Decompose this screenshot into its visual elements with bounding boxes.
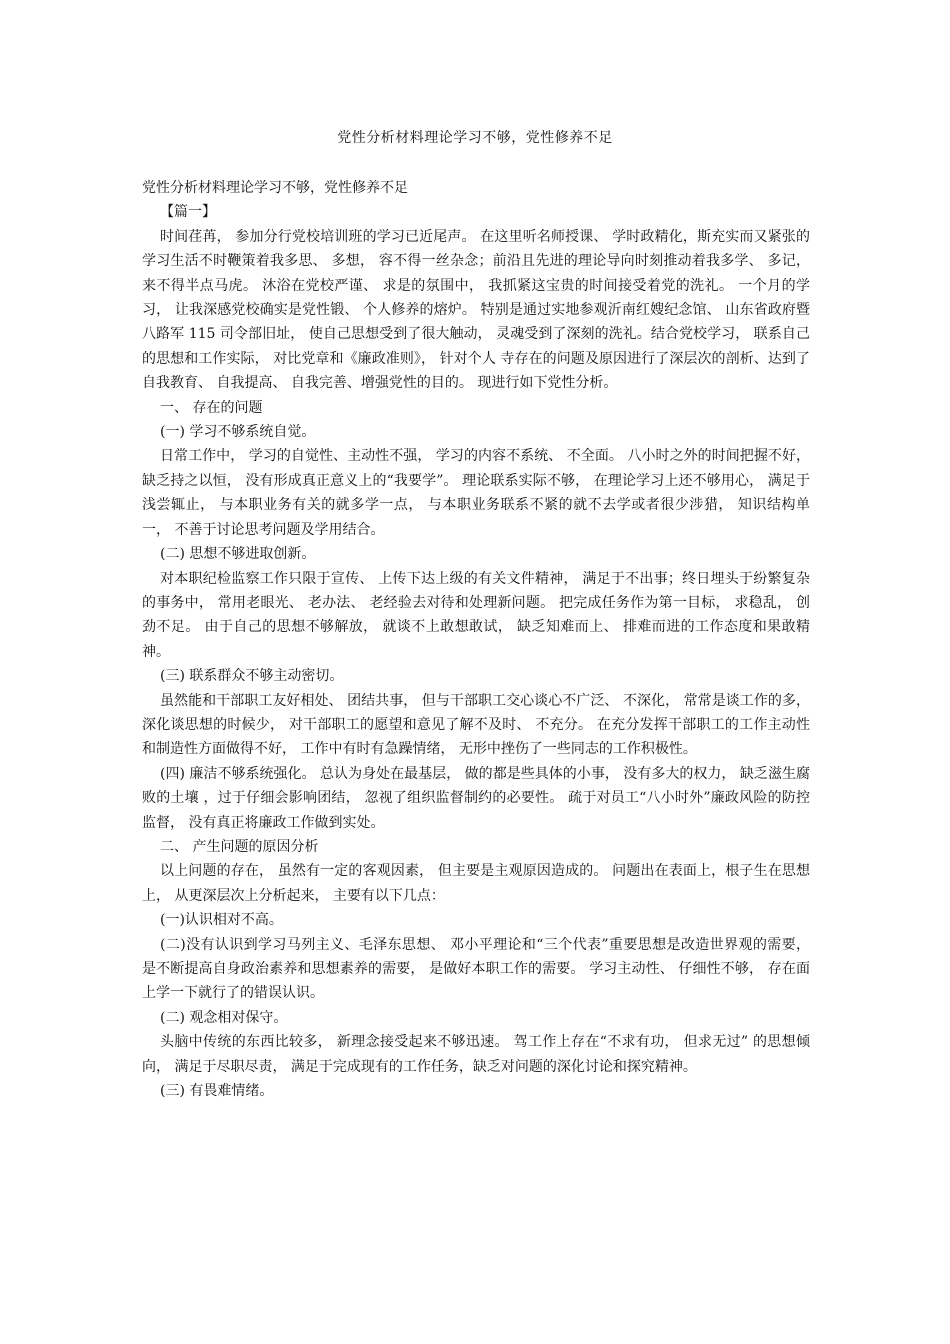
paragraph: 日常工作中， 学习的自觉性、主动性不强， 学习的内容不系统、 不全面。 八小时之外的时间把握不好， 缺乏持之以恒， 没有形成真正意义上的“我要学”。 理论联系实际不够， 在理论学习上还不够用心， 满足于浅尝辄止， 与本职业务有关的就多学一点， 与本职业务联系不紧的就不去学或者很少涉猎， 知识结构单一， 不善于讨论思考问题及学用结合。	[142, 448, 810, 538]
paragraph: (一)认识相对不高。	[160, 912, 283, 929]
paragraph: (二)没有认识到学习马列主义、毛泽东思想、 邓小平理论和“三个代表”重要思想是改造世界观的需要， 是不断提高自身政治素养和思想素养的需要， 是做好本职工作的需要。 学习主动性、 仔细性不够， 存在面上学一下就行了的错误认识。	[142, 936, 810, 1002]
paragraph: 对本职纪检监察工作只限于宣传、 上传下达上级的有关文件精神， 满足于不出事；终日埋头于纷繁复杂的事务中， 常用老眼光、 老办法、 老经验去对待和处理新问题。 把完成任务作为第一目标， 求稳乱， 创劲不足。 由于自己的思想不够解放， 就谈不上敢想敢试， 缺乏知难而上、 排难而进的工作态度和果敢精神。	[142, 570, 810, 660]
paragraph: 二、 产生问题的原因分析	[160, 838, 319, 855]
paragraph: 以上问题的存在， 虽然有一定的客观因素， 但主要是主观原因造成的。 问题出在表面上，根子生在思想上， 从更深层次上分析起来， 主要有以下几点：	[142, 863, 810, 904]
paragraph: (二) 思想不够进取创新。	[160, 546, 316, 563]
paragraph: 时间荏苒， 参加分行党校培训班的学习已近尾声。 在这里听名师授课、 学时政精化，斯充实而又紧张的学习生活不时鞭策着我多思、 多想， 容不得一丝杂念；前沿且先进的理论导向时刻推动着我多学、 多记， 来不得半点马虎。 沐浴在党校严谨、 求是的氛围中， 我抓紧这宝贵的时间接受着党的洗礼。 一个月的学习， 让我深感党校确实是党性锻、 个人修养的熔炉。 特别是通过实地参观沂南红嫂纪念馆、 山东省政府暨八路军 115 司令部旧址， 使自己思想受到了很大触动， 灵魂受到了深刻的洗礼。结合党校学习， 联系自己的思想和工作实际， 对比党章和《廉政准则》， 针对个人 寺存在的问题及原因进行了深层次的剖析、达到了自我教育、 自我提高、 自我完善、增强党性的目的。 现进行如下党性分析。	[142, 228, 810, 392]
paragraph: 头脑中传统的东西比较多， 新理念接受起来不够迅速。 驾工作上存在“不求有功， 但求无过” 的思想倾向， 满足于尽职尽责， 满足于完成现有的工作任务，缺乏对问题的深化讨论和探究精神。	[142, 1034, 810, 1075]
paragraph: (三) 有畏难情绪。	[160, 1083, 274, 1100]
paragraph: 一、 存在的问题	[160, 399, 263, 416]
page-title: 党性分析材料理论学习不够，党性修养不足	[337, 130, 613, 146]
paragraph: 虽然能和干部职工友好相处、 团结共事， 但与干部职工交心谈心不广泛、 不深化， 常常是谈工作的多， 深化谈思想的时候少， 对干部职工的愿望和意见了解不及时、 不充分。 在充分发挥干部职工的工作主动性和制造性方面做得不好， 工作中有时有急躁情绪， 无形中挫伤了一些同志的工作积极性。	[142, 692, 810, 758]
document-body	[142, 176, 810, 1103]
paragraph: (一) 学习不够系统自觉。	[160, 424, 316, 441]
paragraph: 【篇一】	[160, 204, 216, 221]
paragraph: (二) 观念相对保守。	[160, 1009, 288, 1026]
paragraph: (四) 廉洁不够系统强化。 总认为身处在最基层， 做的都是些具体的小事， 没有多大的权力， 缺乏滋生腐败的土壤 ，过于仔细会影响团结， 忽视了组织监督制约的必要性。 疏于对员工“八小时外”廉政风险的防控监督， 没有真正将廉政工作做到实处。	[142, 765, 810, 831]
paragraph: 党性分析材料理论学习不够，党性修养不足	[142, 180, 408, 196]
paragraph: (三) 联系群众不够主动密切。	[160, 668, 344, 685]
